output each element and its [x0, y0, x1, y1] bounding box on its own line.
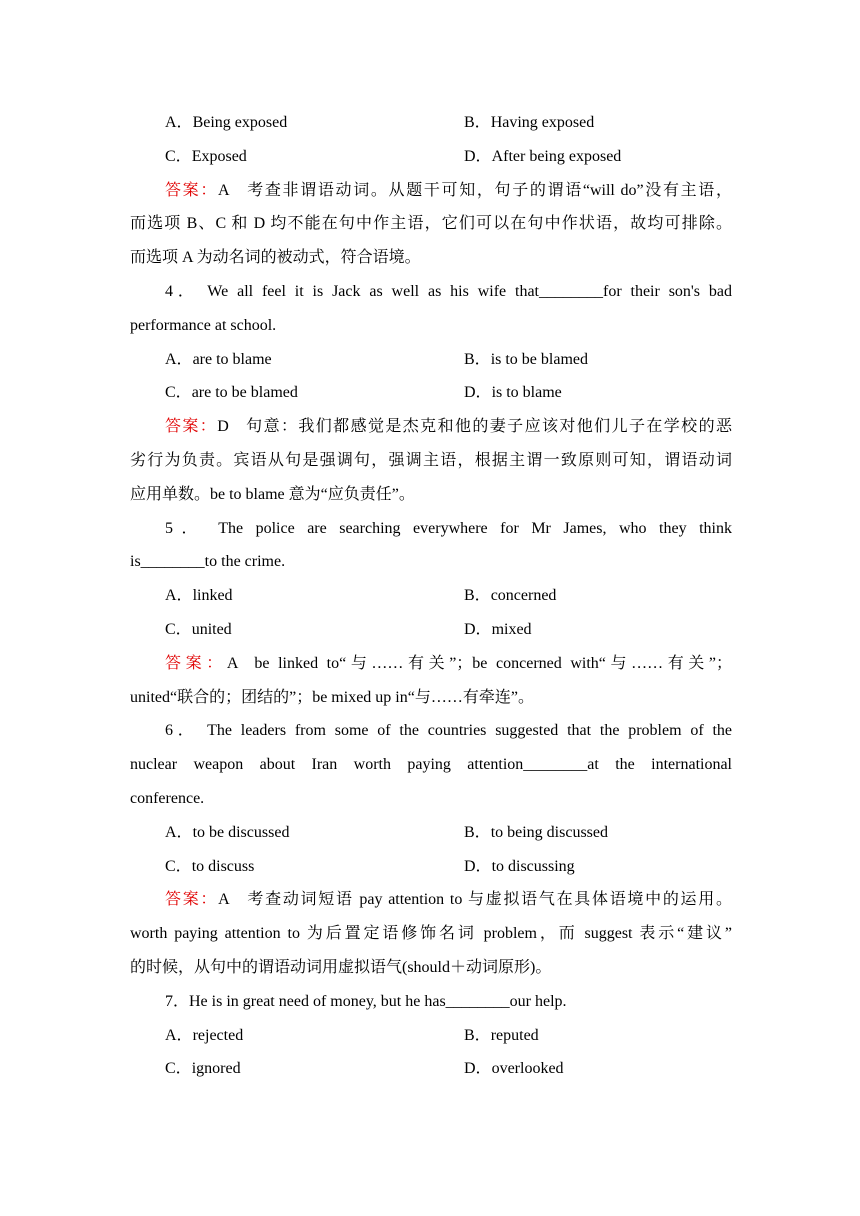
q3-options-row-1 [130, 106, 732, 140]
q4-option-d: D．is to blame [464, 384, 562, 402]
q5-options-row-1 [130, 579, 732, 613]
q3-option-c: C．Exposed [165, 147, 247, 165]
q4-answer-line-1 [130, 410, 732, 444]
q6-stem-line-2: nuclear weapon about Iran worth paying attention________at the international [130, 756, 732, 774]
answer-label: 答案： [165, 654, 227, 672]
q3-option-b: B．Having exposed [464, 114, 595, 131]
q4-stem-line-2: performance at school. [130, 316, 277, 334]
q4-options-row-1 [130, 343, 732, 377]
explanation-text: 考查动词短语 pay attention to 与虚拟语气在具体语境中的运用。 [245, 891, 732, 909]
q5-option-a: A．linked [165, 587, 233, 605]
q7-option-c: C．ignored [165, 1060, 241, 1078]
q3-answer-line-3: 而选项 A 为动名词的被动式，符合语境。 [130, 249, 421, 267]
q6-options-row-2 [130, 850, 732, 884]
q6-answer-line-3: 的时候，从句中的谓语动词用虚拟语气(should＋动词原形)。 [130, 958, 552, 976]
q6-stem-line-3: conference. [130, 789, 205, 807]
answer-label: 答案： [165, 418, 218, 436]
explanation-text: 句意：我们都感觉是杰克和他的妻子应该对他们儿子在学校的恶 [244, 418, 732, 436]
q4-options-row-2 [130, 376, 732, 410]
q6-answer-line-2: worth paying attention to 为后置定语修饰名词 problem，而 suggest 表示“建议” [130, 925, 732, 943]
q3-option-a: A．Being exposed [165, 114, 288, 131]
q5-stem-line-2: is________to the crime. [130, 553, 286, 571]
q3-option-d: D．After being exposed [464, 147, 622, 165]
q6-stem-line-1: 6． The leaders from some of the countries suggested that the problem of the [165, 722, 732, 740]
answer-letter: A [226, 654, 239, 672]
q7-option-b: B．reputed [464, 1026, 539, 1044]
q7-stem-line-1: 7．He is in great need of money, but he has________our help. [165, 992, 567, 1010]
q5-options-row-2 [130, 613, 732, 647]
q4-answer-line-3: 应用单数。be to blame 意为“应负责任”。 [130, 485, 415, 503]
q4-option-a: A．are to blame [165, 350, 272, 368]
q6-options-row-1 [130, 816, 732, 850]
q7-options-row-1 [130, 1019, 732, 1053]
q6-answer-line-1 [130, 883, 732, 917]
q5-option-b: B．concerned [464, 587, 557, 605]
explanation-text: be linked to“与……有关”；be concerned with“与……有关”； [254, 654, 732, 672]
q6-option-a: A．to be discussed [165, 823, 290, 841]
q5-stem-line-1: 5． The police are searching everywhere for Mr James, who they think [165, 519, 732, 537]
q4-answer-line-2: 劣行为负责。宾语从句是强调句，强调主语，根据主谓一致原则可知，谓语动词 [130, 451, 732, 469]
q6-option-c: C．to discuss [165, 857, 255, 875]
q7-options-row-2 [130, 1052, 732, 1086]
q6-option-d: D．to discussing [464, 857, 575, 875]
q6-option-b: B．to being discussed [464, 823, 609, 841]
answer-label: 答案： [165, 891, 219, 909]
answer-label: 答案： [165, 181, 218, 199]
answer-letter: A [218, 181, 230, 199]
q5-answer-line-1 [130, 647, 732, 681]
q5-option-d: D．mixed [464, 620, 532, 638]
answer-letter: A [218, 891, 230, 909]
q3-answer-line-1 [130, 174, 732, 208]
q5-answer-line-2: united“联合的；团结的”；be mixed up in“与……有牵连”。 [130, 688, 534, 706]
q7-option-d: D．overlooked [464, 1060, 564, 1078]
q4-option-c: C．are to be blamed [165, 384, 298, 402]
q4-stem-line-1: 4． We all feel it is Jack as well as his wife that________for their son's bad [165, 282, 732, 300]
explanation-text: 考查非谓语动词。从题干可知，句子的谓语“will do”没有主语， [245, 181, 732, 199]
q4-option-b: B．is to be blamed [464, 350, 588, 368]
answer-letter: D [217, 418, 229, 436]
q3-answer-line-2: 而选项 B、C 和 D 均不能在句中作主语，它们可以在句中作状语，故均可排除。 [130, 215, 732, 233]
q3-options-row-2 [130, 140, 732, 174]
q7-option-a: A．rejected [165, 1026, 244, 1044]
q5-option-c: C．united [165, 620, 232, 638]
